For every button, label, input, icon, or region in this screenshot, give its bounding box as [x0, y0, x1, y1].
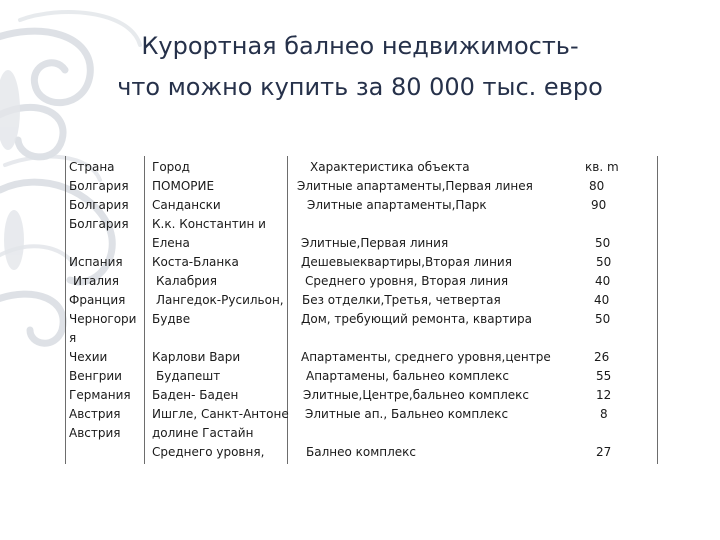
row-12-feature: Балнео комплекс [306, 445, 417, 459]
row-4-country: Испания [69, 255, 123, 269]
row-6-area: 40 [594, 293, 610, 307]
table-border-right [657, 156, 658, 464]
row-11-city: Ишгле, Санкт-Антоне [152, 407, 289, 421]
row-5-city: Калабрия [156, 274, 217, 288]
row-2-city: Сандански [152, 198, 221, 212]
row-2-area: 90 [591, 198, 607, 212]
row-7-country: Черногори я [69, 312, 137, 345]
row-4-city: Коста-Бланка [152, 255, 239, 269]
row-5-country: Италия [73, 274, 120, 288]
header-city: Город [152, 160, 190, 174]
row-12-country: Австрия [69, 426, 121, 440]
row-8-area: 26 [594, 350, 610, 364]
row-11-country: Австрия [69, 407, 121, 421]
row-8-country: Чехии [69, 350, 108, 364]
row-6-country: Франция [69, 293, 126, 307]
row-1-city: ПОМОРИЕ [152, 179, 215, 193]
row-12-city: долине Гастайн Среднего уровня, [152, 426, 265, 459]
row-4-area: 50 [596, 255, 612, 269]
row-1-area: 80 [589, 179, 605, 193]
row-5-area: 40 [595, 274, 611, 288]
row-2-feature: Элитные апартаменты,Парк [307, 198, 487, 212]
row-10-area: 12 [596, 388, 612, 402]
row-3-country: Болгария [69, 217, 129, 231]
header-feature: Характеристика объекта [310, 160, 470, 174]
row-11-feature: Элитные ап., Бальнео комплекс [305, 407, 509, 421]
row-3-feature: Элитные,Первая линия [301, 236, 449, 250]
row-1-feature: Элитные апартаменты,Первая линея [297, 179, 533, 193]
row-10-country: Германия [69, 388, 131, 402]
slide-title-line-1: Курортная балнео недвижимость- [141, 32, 579, 60]
row-7-area: 50 [595, 312, 611, 326]
row-9-city: Будапешт [156, 369, 221, 383]
row-3-area: 50 [595, 236, 611, 250]
row-3-city: К.к. Константин и Елена [152, 217, 266, 250]
row-10-feature: Элитные,Центре,бальнео комплекс [303, 388, 529, 402]
row-9-country: Венгрии [69, 369, 122, 383]
row-9-area: 55 [596, 369, 612, 383]
row-5-feature: Среднего уровня, Вторая линия [305, 274, 509, 288]
row-9-feature: Апартамены, бальнео комплекс [306, 369, 510, 383]
row-6-feature: Без отделки,Третья, четвертая [302, 293, 501, 307]
row-8-feature: Апартаменты, среднего уровня,центре [301, 350, 551, 364]
row-2-country: Болгария [69, 198, 129, 212]
header-country: Страна [69, 160, 115, 174]
row-1-country: Болгария [69, 179, 129, 193]
row-7-city: Будве [152, 312, 191, 326]
table-border-left [65, 156, 66, 464]
row-4-feature: Дешевыеквартиры,Вторая линия [301, 255, 512, 269]
row-6-city: Лангедок-Русильон, [156, 293, 284, 307]
row-11-area: 8 [600, 407, 608, 421]
column-divider-1 [144, 156, 145, 464]
row-10-city: Баден- Баден [152, 388, 239, 402]
slide-title-line-2: что можно купить за 80 000 тыс. евро [117, 73, 603, 101]
row-7-feature: Дом, требующий ремонта, квартира [301, 312, 532, 326]
property-table [65, 156, 658, 464]
header-area: кв. m [585, 160, 619, 174]
row-12-area: 27 [596, 445, 612, 459]
row-8-city: Карлови Вари [152, 350, 241, 364]
